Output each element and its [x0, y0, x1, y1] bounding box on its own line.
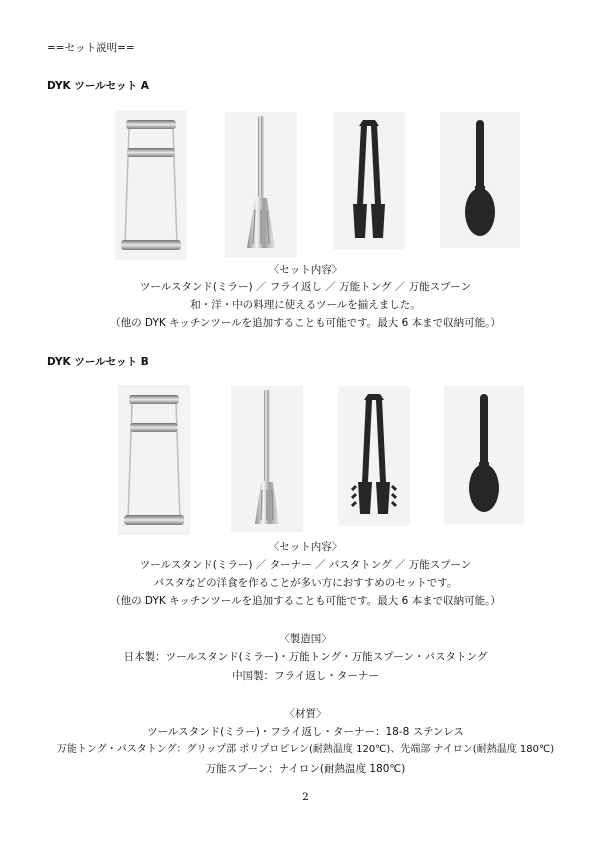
origin-label: 〈製造国〉: [279, 633, 332, 645]
all-purpose-spoon-image: [440, 112, 520, 248]
set-a-note: （他の DYK キッチンツールを追加することも可能です。最大 6 本まで収納可能。）: [110, 317, 501, 329]
set-a-contents-label: 〈セット内容〉: [268, 264, 343, 276]
set-a-title: DYK ツールセット A: [47, 80, 149, 92]
material-label: 〈材質〉: [284, 708, 327, 720]
set-b-contents: ツールスタンド(ミラー) ／ ターナー ／ パスタトング ／ 万能スプーン: [139, 559, 472, 571]
set-b-contents-label: 〈セット内容〉: [268, 541, 343, 553]
set-a-contents: ツールスタンド(ミラー) ／ フライ返し ／ 万能トング ／ 万能スプーン: [139, 281, 472, 293]
spatula-image: [225, 112, 297, 258]
turner-image: [231, 386, 303, 532]
set-b-description: パスタなどの洋食を作ることが多い方におすすめのセットです。: [153, 577, 458, 589]
set-b-title: DYK ツールセット B: [47, 356, 149, 368]
all-purpose-spoon-image: [444, 386, 524, 524]
tool-stand-mirror-image: [118, 385, 190, 535]
material-line-2: 万能トング・パスタトング：グリップ部 ポリプロピレン(耐熱温度 120℃)、先端部 ナイロン(耐熱温度 180℃): [56, 744, 555, 755]
material-line-3: 万能スプーン：ナイロン(耐熱温度 180℃): [205, 763, 406, 775]
all-purpose-tongs-image: [333, 112, 405, 250]
origin-china: 中国製：フライ返し・ターナー: [232, 670, 379, 682]
set-a-description: 和・洋・中の料理に使えるツールを揃えました。: [190, 299, 421, 311]
section-heading: ==セット説明==: [47, 42, 135, 54]
origin-japan: 日本製：ツールスタンド(ミラー)・万能トング・万能スプーン・パスタトング: [123, 651, 488, 663]
page-number: 2: [302, 791, 309, 803]
set-b-note: （他の DYK キッチンツールを追加することも可能です。最大 6 本まで収納可能。）: [110, 595, 501, 607]
pasta-tongs-image: [338, 386, 410, 526]
material-line-1: ツールスタンド(ミラー)・フライ返し・ターナー：18-8 ステンレス: [147, 726, 464, 738]
tool-stand-mirror-image: [115, 110, 187, 260]
